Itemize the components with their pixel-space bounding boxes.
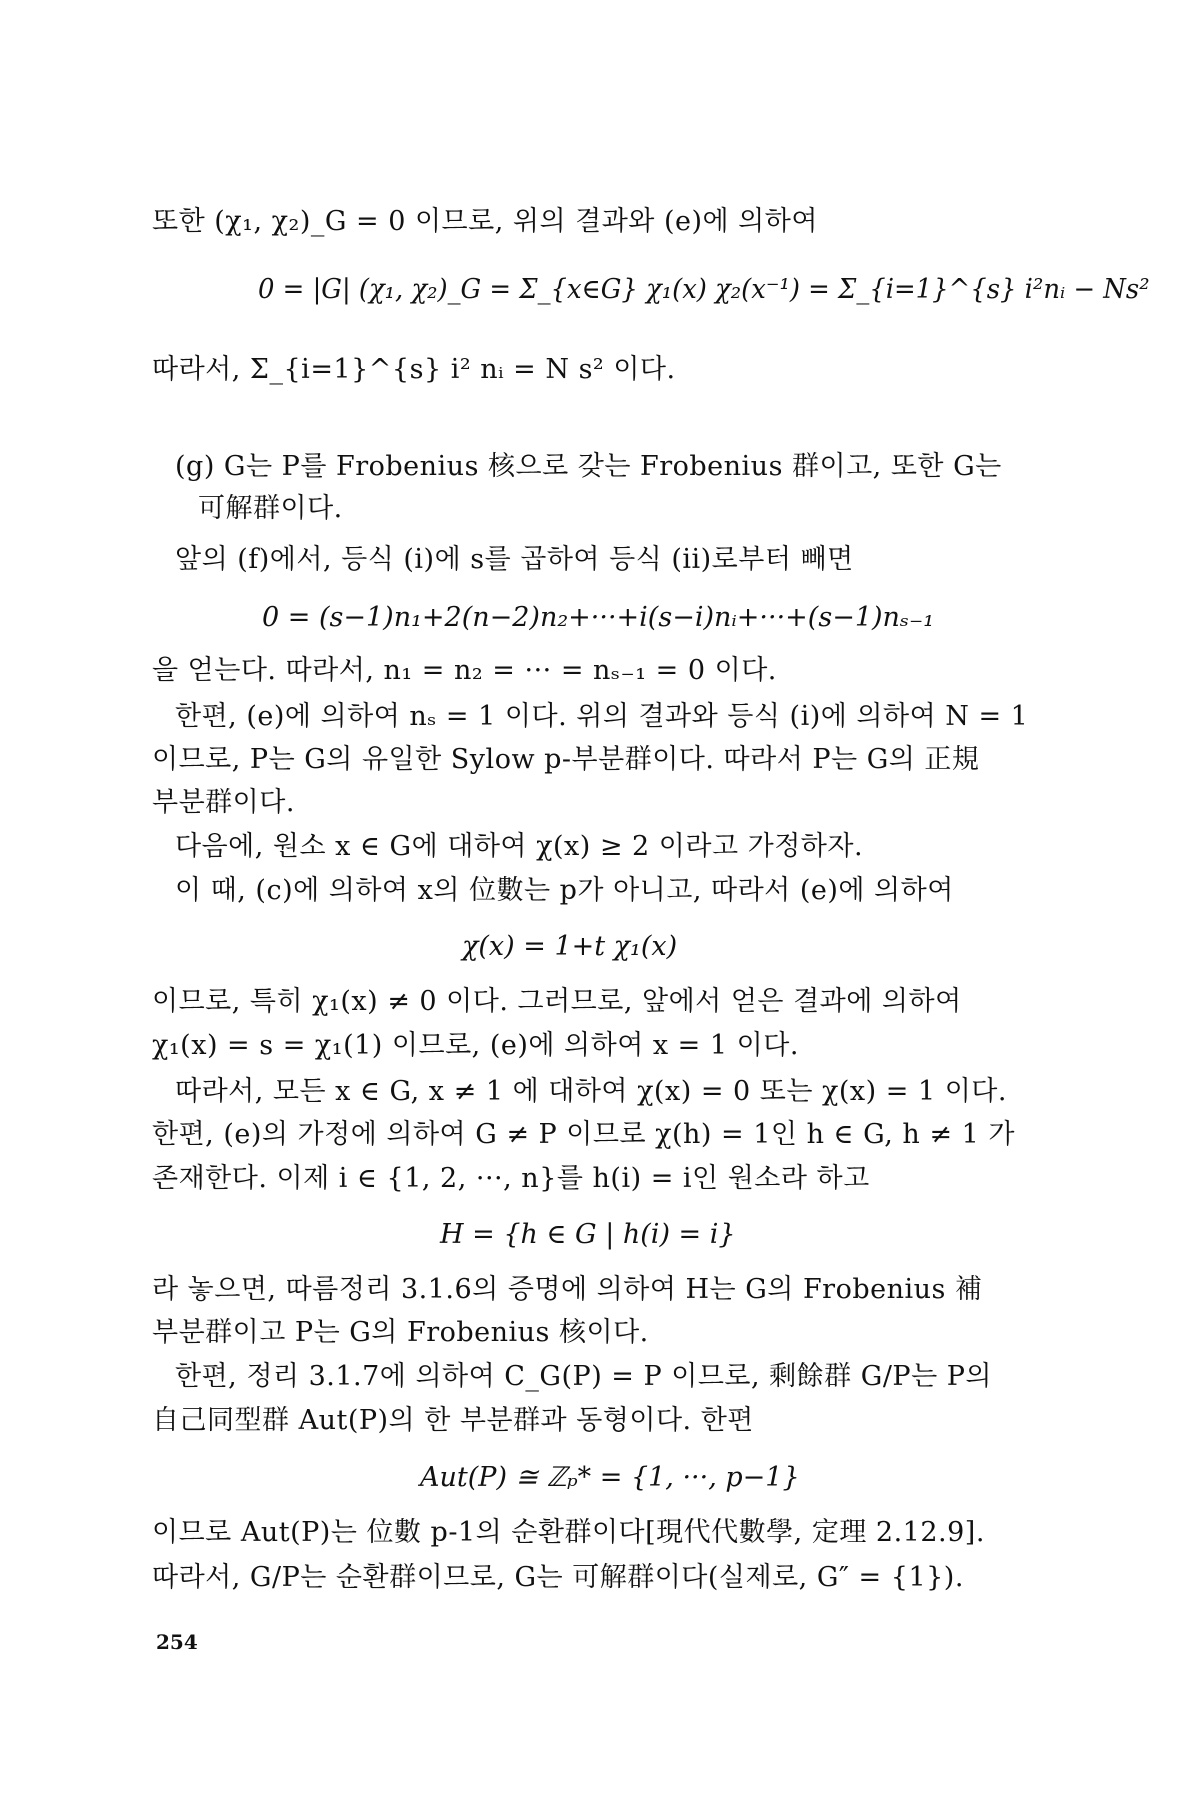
text-line-5: 앞의 (f)에서, 등식 (i)에 s를 곱하여 등식 (ii)로부터 빼면 bbox=[175, 544, 854, 575]
text-line-9: 부분群이다. bbox=[152, 787, 295, 818]
text-line-18: 부분群이고 P는 G의 Frobenius 核이다. bbox=[152, 1317, 649, 1348]
text-line-7: 한편, (e)에 의하여 nₛ = 1 이다. 위의 결과와 등식 (i)에 의하여 N = 1 bbox=[175, 701, 1029, 732]
text-line-6: 을 얻는다. 따라서, n₁ = n₂ = ··· = nₛ₋₁ = 0 이다. bbox=[152, 655, 777, 686]
text-line-20: 自己同型群 Aut(P)의 한 부분群과 동형이다. 한편 bbox=[152, 1405, 754, 1436]
text-line-2: 따라서, Σ_{i=1}^{s} i² nᵢ = N s² 이다. bbox=[152, 354, 676, 385]
equation-2: 0 = (s−1)n₁+2(n−2)n₂+···+i(s−i)nᵢ+···+(s−1)nₛ₋₁ bbox=[262, 602, 935, 633]
text-line-13: χ₁(x) = s = χ₁(1) 이므로, (e)에 의하여 x = 1 이다. bbox=[152, 1030, 799, 1061]
text-line-1: 또한 (χ₁, χ₂)_G = 0 이므로, 위의 결과와 (e)에 의하여 bbox=[152, 206, 818, 237]
text-line-17: 라 놓으면, 따름정리 3.1.6의 증명에 의하여 H는 G의 Frobenius 補 bbox=[152, 1274, 983, 1305]
text-line-15: 한편, (e)의 가정에 의하여 G ≠ P 이므로 χ(h) = 1인 h ∈ G, h ≠ 1 가 bbox=[152, 1119, 1015, 1150]
equation-3: χ(x) = 1+t χ₁(x) bbox=[462, 931, 678, 962]
text-line-21: 이므로 Aut(P)는 位數 p-1의 순환群이다[現代代數學, 定理 2.12.9]. bbox=[152, 1517, 985, 1548]
equation-4: H = {h ∈ G | h(i) = i} bbox=[440, 1219, 736, 1250]
text-line-14: 따라서, 모든 x ∈ G, x ≠ 1 에 대하여 χ(x) = 0 또는 χ(x) = 1 이다. bbox=[175, 1076, 1007, 1107]
text-line-11: 이 때, (c)에 의하여 x의 位數는 p가 아니고, 따라서 (e)에 의하여 bbox=[175, 875, 954, 906]
text-line-22: 따라서, G/P는 순환群이므로, G는 可解群이다(실제로, G″ = {1}). bbox=[152, 1562, 964, 1593]
equation-1: 0 = |G| (χ₁, χ₂)_G = Σ_{x∈G} χ₁(x) χ₂(x⁻¹) = Σ_{i=1}^{s} i²nᵢ − Ns² bbox=[258, 274, 1150, 305]
text-line-8: 이므로, P는 G의 유일한 Sylow p-부분群이다. 따라서 P는 G의 正規 bbox=[152, 744, 980, 775]
text-line-19: 한편, 정리 3.1.7에 의하여 C_G(P) = P 이므로, 剩餘群 G/P는 P의 bbox=[175, 1361, 993, 1392]
equation-5: Aut(P) ≅ ℤₚ* = {1, ···, p−1} bbox=[420, 1462, 800, 1493]
page-number: 254 bbox=[156, 1630, 198, 1654]
text-line-16: 존재한다. 이제 i ∈ {1, 2, ···, n}를 h(i) = i인 원소라 하고 bbox=[152, 1163, 870, 1194]
text-line-10: 다음에, 원소 x ∈ G에 대하여 χ(x) ≥ 2 이라고 가정하자. bbox=[175, 831, 864, 862]
text-line-12: 이므로, 특히 χ₁(x) ≠ 0 이다. 그러므로, 앞에서 얻은 결과에 의하여 bbox=[152, 986, 962, 1017]
text-line-3: (g) G는 P를 Frobenius 核으로 갖는 Frobenius 群이고, 또한 G는 bbox=[175, 451, 1002, 482]
text-line-4: 可解群이다. bbox=[198, 493, 343, 524]
